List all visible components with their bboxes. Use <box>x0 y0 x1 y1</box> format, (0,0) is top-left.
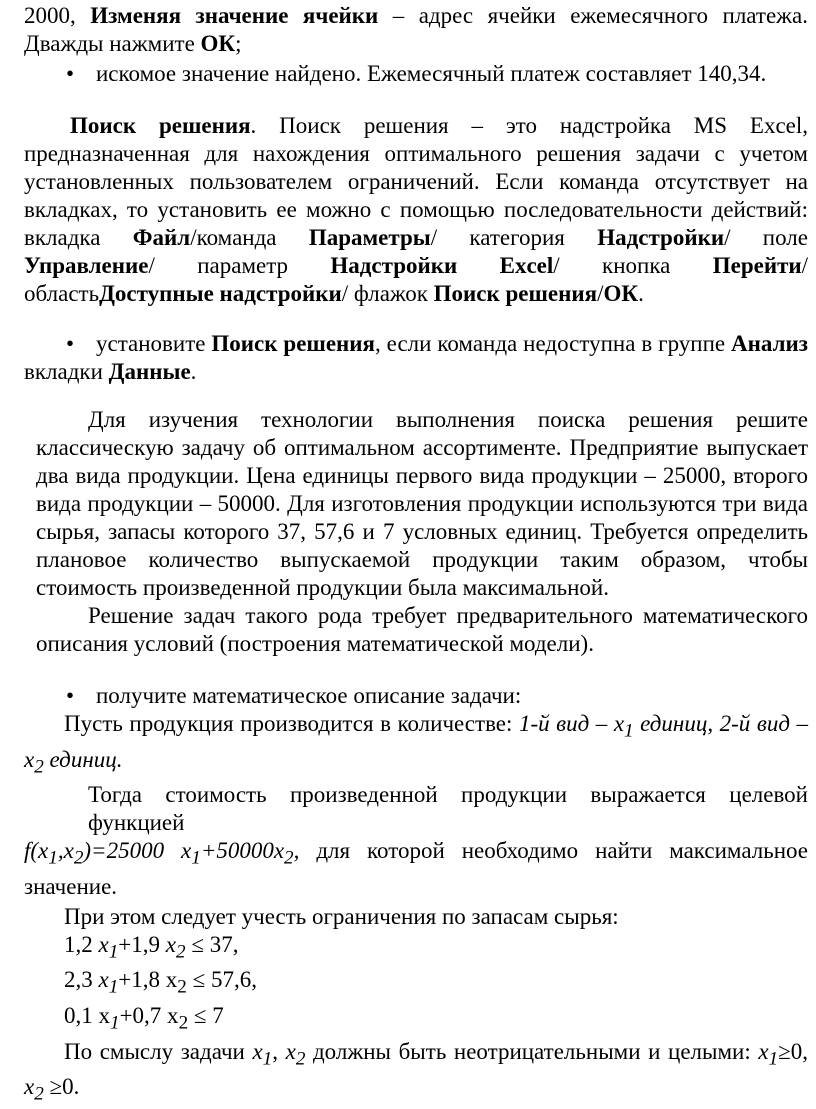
paragraph-nonnegativity: По смыслу задачи $x_1$, $x_2$ должны быть неотрицательными и целыми: $x_1\ge 0$, <box>64 1038 808 1070</box>
paragraph-objective-formula: $f(x_1,x_2)=25000$ $x_1+50000x_2$, для которой необходимо найти максимальное значение. <box>24 838 808 899</box>
constraint-1: 1,2 $x_1+1,9$ $x_2 \le 37$, <box>64 931 239 963</box>
bullet-icon: • <box>66 683 75 708</box>
paragraph-task-statement: Для изучения технологии выполнения поиска решения решите классическую задачу об оптимальном ассортименте. Предприятие выпускает два вида продукции. Цена единицы первого вида продукции – 25000, второго вида продукции – 50000. Для изготовления продукции используются три вида сырья, запасы которого 37, 57,6 и 7 условных единиц. Требуется определить плановое количество выпускаемой продукции таким образом, чтобы стоимость произведенной продукции была максимальной. <box>36 407 808 600</box>
paragraph-objective: Тогда стоимость произведенной продукции выражается целевой функцией <box>88 782 808 836</box>
paragraph-nonnegativity-cont: $x_2 \ge 0$. <box>24 1074 80 1105</box>
paragraph-solver: Поиск решения. Поиск решения – это надстройка MS Excel, предназначенная для нахождения оптимального решения задачи с учетом установленных пользователем ограничений. Если команда отсутствует на вкладках, то установить ее можно с помощью последовательности действий: вкладка Файл/команда Параметры/ категория Надстройки/ поле Управление/ параметр Надстройки Excel/ кнопка Перейти/ областьДоступные надстройки/ флажок Поиск решения/ОК. <box>24 113 809 306</box>
bullet-install-solver: • установите Поиск решения, если команда недоступна в группе Анализ <box>66 331 808 356</box>
paragraph-result-step-cont: Дважды нажмите ОК; <box>24 31 242 56</box>
bullet-install-solver-cont: вкладки Данные. <box>24 359 197 384</box>
paragraph-result-step: 2000, Изменяя значение ячейки – адрес ячейки ежемесячного платежа. <box>24 3 809 28</box>
paragraph-model-need: Решение задач такого рода требует предварительного математического описания условий (построения математической модели). <box>36 603 808 656</box>
bullet-icon: • <box>66 61 75 86</box>
paragraph-constraints-intro: При этом следует учесть ограничения по запасам сырья: <box>64 903 619 929</box>
bullet-math-description: • получите математическое описание задачи: <box>66 683 522 708</box>
bullet-value-found: • искомое значение найдено. Ежемесячный платеж составляет 140,34. <box>66 61 767 86</box>
paragraph-variables-cont: $x_2$ единиц. <box>24 746 123 778</box>
document-page <box>24 0 808 1109</box>
constraint-3: 0,1 $x_1+0,7$ $x_2 \le 7$ <box>64 1002 224 1034</box>
constraint-2: 2,3 $x_1+1,8$ $x_2 \le 57,6$, <box>64 967 257 998</box>
bullet-icon: • <box>66 331 75 356</box>
paragraph-variables: Пусть продукция производится в количестве: 1-й вид – $x_1$ единиц, 2-й вид – <box>64 711 808 742</box>
